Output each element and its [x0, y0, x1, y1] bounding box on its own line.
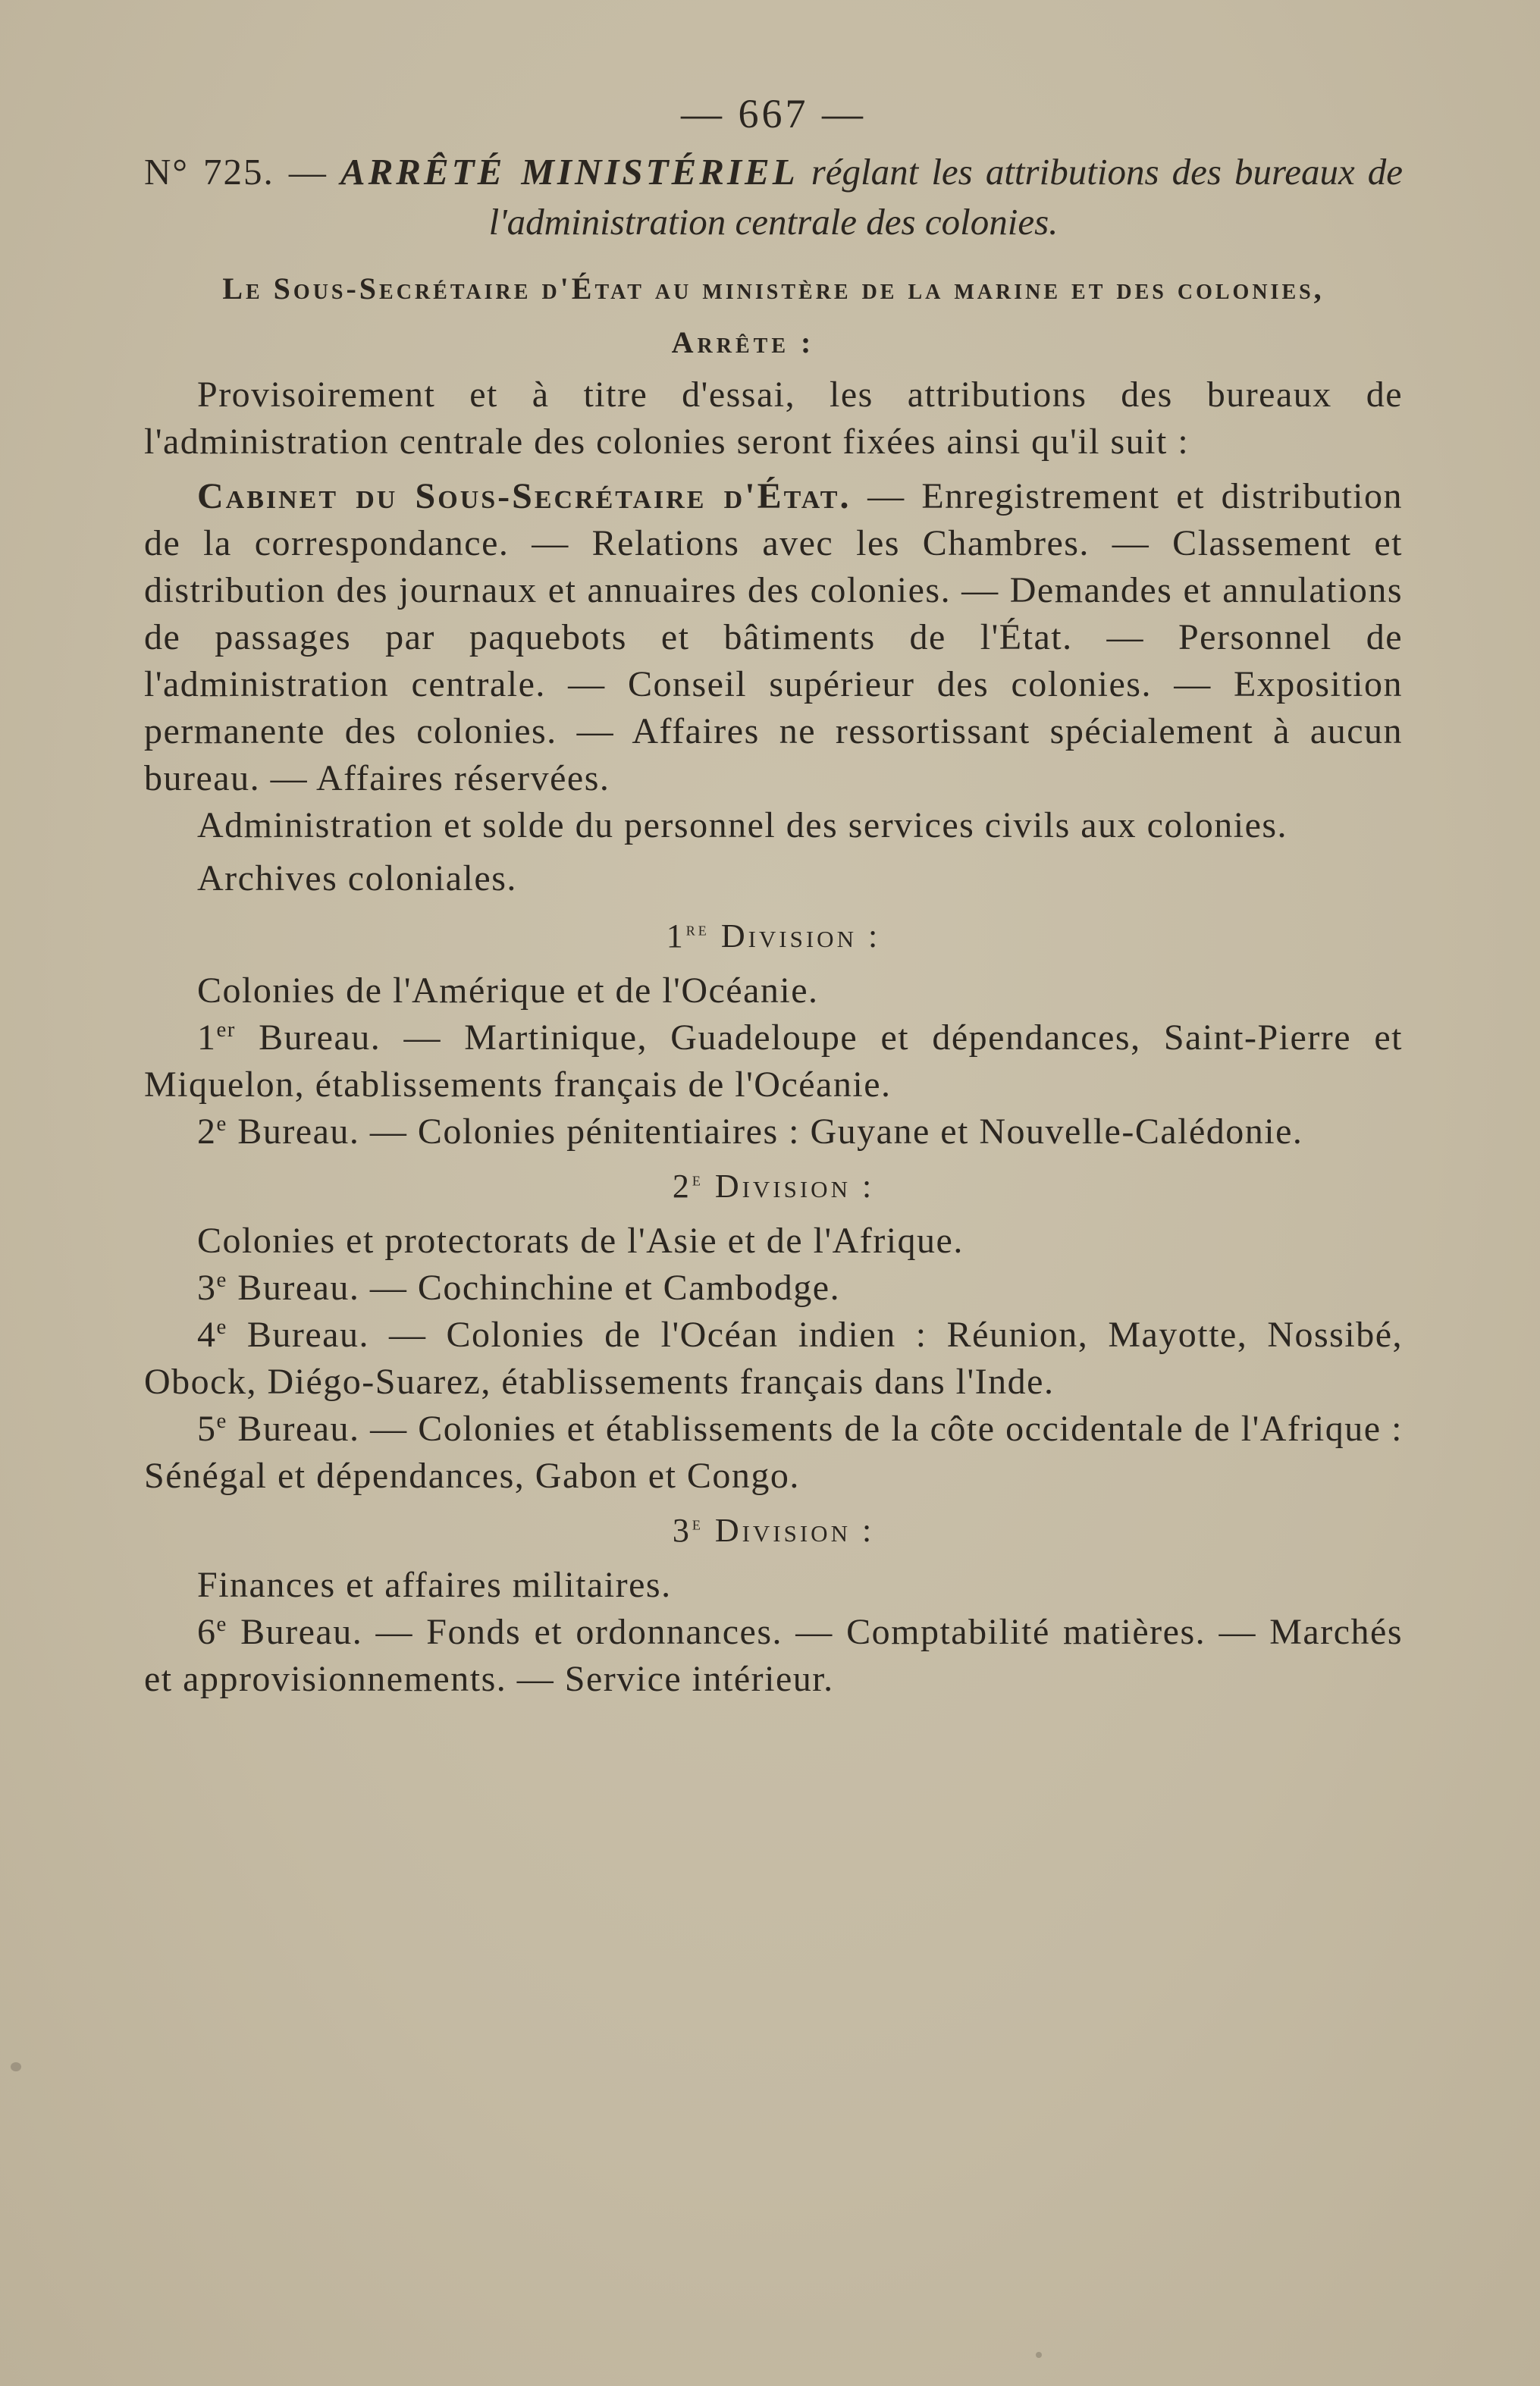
arrete-label: Arrête :	[671, 325, 815, 359]
paper-blemish	[1036, 2352, 1042, 2358]
page-content	[144, 83, 1403, 1703]
bureau-ordinal-suffix: e	[216, 1268, 227, 1292]
division-heading	[144, 1155, 1403, 1218]
bureau-number: 1	[197, 1017, 217, 1058]
bureau-number: 2	[197, 1111, 217, 1152]
issuing-authority: Le Sous-Secrétaire d'État au ministère de la marine et des colonies,	[222, 271, 1325, 306]
bureau-paragraph	[144, 1406, 1403, 1500]
cabinet-paragraph	[144, 473, 1403, 802]
division-ordinal-suffix: e	[692, 1167, 704, 1190]
bureau-ordinal-suffix: e	[216, 1612, 227, 1636]
bureau-paragraph	[144, 1312, 1403, 1406]
bureau-paragraph	[144, 1014, 1403, 1108]
division-scope: Colonies et protectorats de l'Asie et de l'Afrique.	[197, 1221, 964, 1261]
division-label: Division :	[714, 1168, 875, 1205]
division-ordinal: 2	[672, 1168, 692, 1205]
division-ordinal-suffix: re	[685, 917, 710, 940]
division-heading	[144, 905, 1403, 967]
cabinet-label: Cabinet du Sous-Secrétaire d'État.	[197, 476, 852, 516]
bureau-paragraph	[144, 1265, 1403, 1312]
bureau-paragraph	[144, 1609, 1403, 1703]
bureau-number: 3	[197, 1268, 217, 1308]
division-heading	[144, 1500, 1403, 1562]
decree-subtitle: réglant les attributions des bureaux de l'administration centrale des colonies.	[488, 151, 1404, 243]
bureau-text: Bureau. — Fonds et ordonnances. — Comptabilité matières. — Marchés et approvisionnements. — Service intérieur.	[144, 1612, 1403, 1699]
bureau-number: 6	[197, 1612, 217, 1652]
division-label: Division :	[714, 1512, 875, 1549]
division-ordinal: 3	[672, 1512, 692, 1549]
bureau-number: 5	[197, 1409, 217, 1449]
division-label: Division :	[720, 917, 881, 955]
intro-paragraph: Provisoirement et à titre d'essai, les attributions des bureaux de l'administration centrale des colonies seront fixées ainsi qu'il suit :	[144, 375, 1403, 462]
bureau-ordinal-suffix: e	[216, 1409, 227, 1433]
paper-blemish	[11, 2062, 21, 2071]
bureau-text: Bureau. — Colonies et établissements de la côte occidentale de l'Afrique : Sénégal et dépendances, Gabon et Congo.	[144, 1409, 1403, 1496]
page-number: — 667 —	[681, 91, 866, 136]
archives-paragraph: Archives coloniales.	[197, 858, 517, 898]
admin-solde-paragraph: Administration et solde du personnel des services civils aux colonies.	[197, 805, 1288, 845]
decree-number: N° 725. —	[144, 151, 328, 193]
bureau-text: Bureau. — Colonies pénitentiaires : Guyane et Nouvelle-Calédonie.	[227, 1111, 1303, 1152]
bureau-text: Bureau. — Colonies de l'Océan indien : Réunion, Mayotte, Nossibé, Obock, Diégo-Suarez, établissements français dans l'Inde.	[144, 1315, 1403, 1402]
division-ordinal-suffix: e	[692, 1511, 704, 1535]
bureau-text: Bureau. — Cochinchine et Cambodge.	[227, 1268, 841, 1308]
bureau-ordinal-suffix: e	[216, 1315, 227, 1339]
division-scope: Colonies de l'Amérique et de l'Océanie.	[197, 970, 819, 1011]
document-heading	[144, 147, 1403, 247]
division-ordinal: 1	[666, 917, 686, 955]
bureau-ordinal-suffix: e	[216, 1111, 227, 1136]
bureau-paragraph	[144, 1108, 1403, 1155]
bureau-number: 4	[197, 1315, 217, 1355]
division-scope: Finances et affaires militaires.	[197, 1565, 672, 1605]
bureau-text: Bureau. — Martinique, Guadeloupe et dépendances, Saint-Pierre et Miquelon, établissements français de l'Océanie.	[144, 1017, 1403, 1105]
decree-title: ARRÊTÉ MINISTÉRIEL	[340, 151, 798, 193]
cabinet-text: — Enregistrement et distribution de la correspondance. — Relations avec les Chambres. — Classement et distribution des journaux et annuaires des colonies. — Demandes et annulations de passages par paquebots et bâtiments de l'État. — Personnel de l'administration centrale. — Conseil supérieur des colonies. — Exposition permanente des colonies. — Affaires ne ressortissant spécialement à aucun bureau. — Affaires réservées.	[144, 476, 1403, 798]
bureau-ordinal-suffix: er	[216, 1017, 236, 1042]
